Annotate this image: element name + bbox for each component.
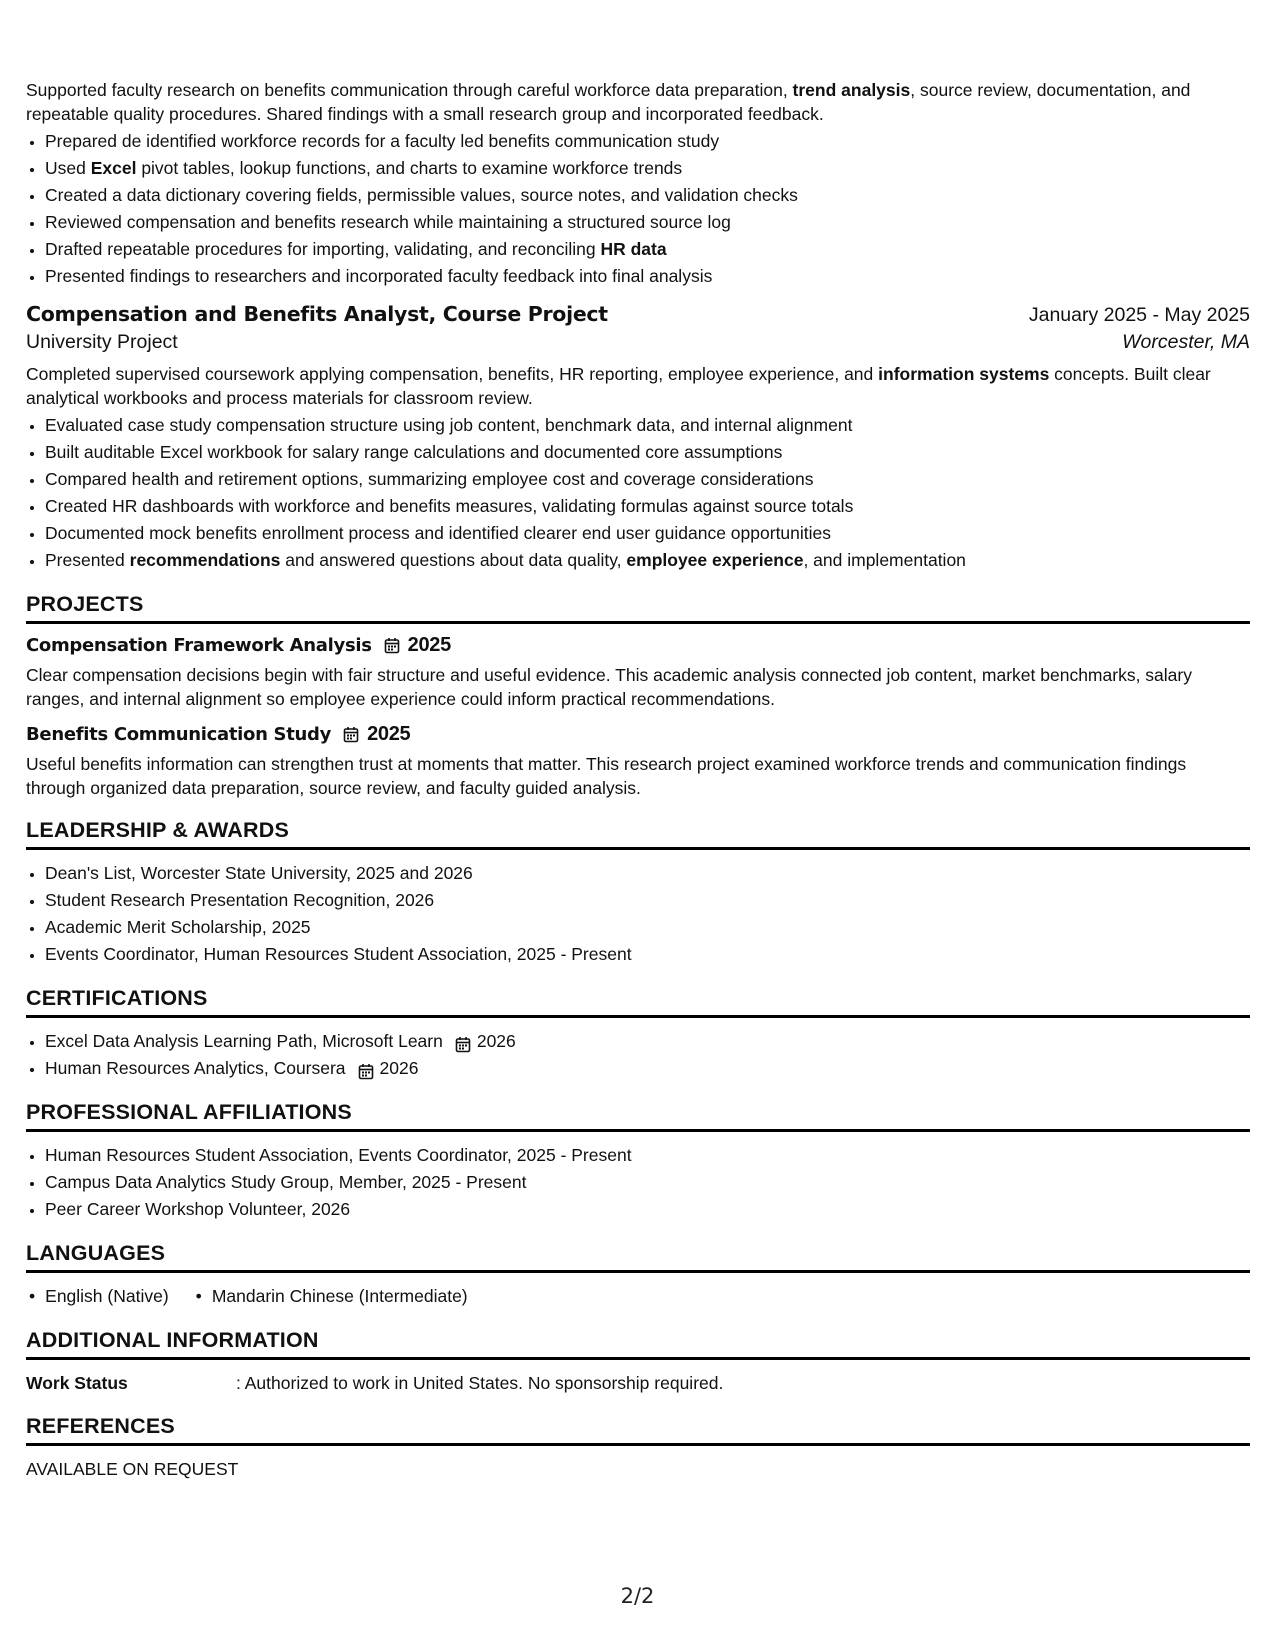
list-item <box>45 182 1250 209</box>
list-item <box>45 1055 1250 1082</box>
list-item <box>45 493 1250 520</box>
leadership-list <box>26 860 1250 968</box>
job-organization: University Project <box>26 331 178 353</box>
text-run: Completed supervised coursework applying compensation, benefits, HR reporting, employee experience, and <box>26 364 879 384</box>
emphasized-text: Excel <box>90 158 137 178</box>
list-item: • Peer Career Workshop Volunteer, 2026 <box>45 1196 1250 1223</box>
experience-intro <box>26 78 1250 126</box>
list-item <box>45 155 1250 182</box>
project-item <box>26 723 1250 800</box>
projects-section <box>26 592 1250 800</box>
job-intro <box>26 362 1250 410</box>
language-item: • Mandarin Chinese (Intermediate) <box>193 1283 468 1310</box>
emphasized-text: HR data <box>600 239 667 259</box>
project-title: Benefits Communication Study <box>26 724 332 745</box>
project-item <box>26 634 1250 711</box>
calendar-icon <box>343 726 359 743</box>
job-entry <box>26 302 1250 574</box>
text-run: Created HR dashboards with workforce and benefits measures, validating formulas against source totals <box>45 496 854 516</box>
text-run: Compared health and retirement options, summarizing employee cost and coverage considerations <box>45 469 814 489</box>
experience-continued <box>26 78 1250 290</box>
calendar-icon <box>358 1061 374 1078</box>
calendar-icon <box>455 1034 471 1051</box>
section-heading-languages: LANGUAGES <box>26 1241 1250 1273</box>
list-item <box>45 520 1250 547</box>
list-item <box>45 209 1250 236</box>
text-run: Prepared de identified workforce records for a faculty led benefits communication study <box>45 131 720 151</box>
leadership-section <box>26 818 1250 968</box>
text-run: Supported faculty research on benefits communication through careful workforce data preparation, <box>26 80 793 100</box>
references-text: AVAILABLE ON REQUEST <box>26 1459 239 1479</box>
languages-list <box>26 1283 1250 1310</box>
certification-name: Human Resources Analytics, Coursera <box>45 1058 346 1078</box>
section-heading-additional: ADDITIONAL INFORMATION <box>26 1328 1250 1360</box>
section-heading-projects: PROJECTS <box>26 592 1250 624</box>
list-item <box>45 547 1250 574</box>
list-item: • Human Resources Student Association, Events Coordinator, 2025 - Present <box>45 1142 1250 1169</box>
list-item: • Campus Data Analytics Study Group, Member, 2025 - Present <box>45 1169 1250 1196</box>
certifications-section <box>26 986 1250 1082</box>
text-run: concepts. Built clear analytical workbooks and process materials for classroom review. <box>26 364 1211 408</box>
text-run: Presented <box>45 550 130 570</box>
resume-page <box>26 78 1250 1482</box>
list-item <box>45 412 1250 439</box>
emphasized-text: information systems <box>878 364 1050 384</box>
certifications-list <box>26 1028 1250 1082</box>
project-year: 2025 <box>367 723 411 745</box>
calendar-icon <box>384 637 400 654</box>
section-heading-leadership: LEADERSHIP & AWARDS <box>26 818 1250 850</box>
page-number: 2/2 <box>620 1584 655 1608</box>
languages-section <box>26 1241 1250 1310</box>
project-description: Useful benefits information can strengthen trust at moments that matter. This research project examined workforce trends and communication findings through organized data preparation, source review, and faculty guided analysis. <box>26 754 1187 798</box>
project-year: 2025 <box>407 634 451 656</box>
info-row <box>26 1370 1250 1396</box>
section-heading-affiliations: PROFESSIONAL AFFILIATIONS <box>26 1100 1250 1132</box>
text-run: Reviewed compensation and benefits research while maintaining a structured source log <box>45 212 731 232</box>
list-item <box>45 466 1250 493</box>
certification-year: 2026 <box>476 1031 516 1051</box>
project-title: Compensation Framework Analysis <box>26 635 372 656</box>
info-key: Work Status <box>26 1373 128 1393</box>
text-run: Evaluated case study compensation structure using job content, benchmark data, and internal alignment <box>45 415 853 435</box>
language-item: • English (Native) <box>26 1283 169 1310</box>
job-location: Worcester, MA <box>1122 331 1250 353</box>
text-run: Documented mock benefits enrollment process and identified clearer end user guidance opportunities <box>45 523 832 543</box>
info-value: : Authorized to work in United States. No sponsorship required. <box>236 1373 724 1393</box>
list-item: • Academic Merit Scholarship, 2025 <box>45 914 1250 941</box>
affiliations-list <box>26 1142 1250 1223</box>
section-heading-references: REFERENCES <box>26 1414 1250 1446</box>
list-item: • Dean's List, Worcester State University, 2025 and 2026 <box>45 860 1250 887</box>
experience-bullets <box>26 128 1250 290</box>
text-run: Used <box>45 158 91 178</box>
text-run: Created a data dictionary covering fields, permissible values, source notes, and validation checks <box>45 185 798 205</box>
text-run: Presented findings to researchers and incorporated faculty feedback into final analysis <box>45 266 713 286</box>
affiliations-section <box>26 1100 1250 1223</box>
references-section <box>26 1414 1250 1482</box>
list-item: • Student Research Presentation Recognition, 2026 <box>45 887 1250 914</box>
text-run: Drafted repeatable procedures for importing, validating, and reconciling <box>45 239 601 259</box>
job-title: Compensation and Benefits Analyst, Course Project <box>26 302 608 326</box>
project-description: Clear compensation decisions begin with fair structure and useful evidence. This academic analysis connected job content, market benchmarks, salary ranges, and internal alignment so employee experience could inform practical recommendations. <box>26 665 1192 709</box>
text-run: , and implementation <box>803 550 966 570</box>
list-item <box>45 1028 1250 1055</box>
list-item <box>45 128 1250 155</box>
text-run: , source review, documentation, and repeatable quality procedures. Shared findings with a small research group and incorporated feedback. <box>26 80 1191 124</box>
emphasized-text: recommendations <box>129 550 281 570</box>
list-item <box>45 439 1250 466</box>
certification-name: Excel Data Analysis Learning Path, Microsoft Learn <box>45 1031 443 1051</box>
job-dates: January 2025 - May 2025 <box>1028 304 1250 326</box>
job-bullets <box>26 412 1250 574</box>
section-heading-certifications: CERTIFICATIONS <box>26 986 1250 1018</box>
emphasized-text: trend analysis <box>792 80 911 100</box>
text-run: and answered questions about data quality, <box>280 550 627 570</box>
certification-year: 2026 <box>379 1058 419 1078</box>
emphasized-text: employee experience <box>626 550 804 570</box>
additional-section <box>26 1328 1250 1396</box>
list-item: • Events Coordinator, Human Resources Student Association, 2025 - Present <box>45 941 1250 968</box>
text-run: pivot tables, lookup functions, and charts to examine workforce trends <box>136 158 683 178</box>
text-run: Built auditable Excel workbook for salary range calculations and documented core assumptions <box>45 442 783 462</box>
list-item <box>45 236 1250 263</box>
list-item <box>45 263 1250 290</box>
